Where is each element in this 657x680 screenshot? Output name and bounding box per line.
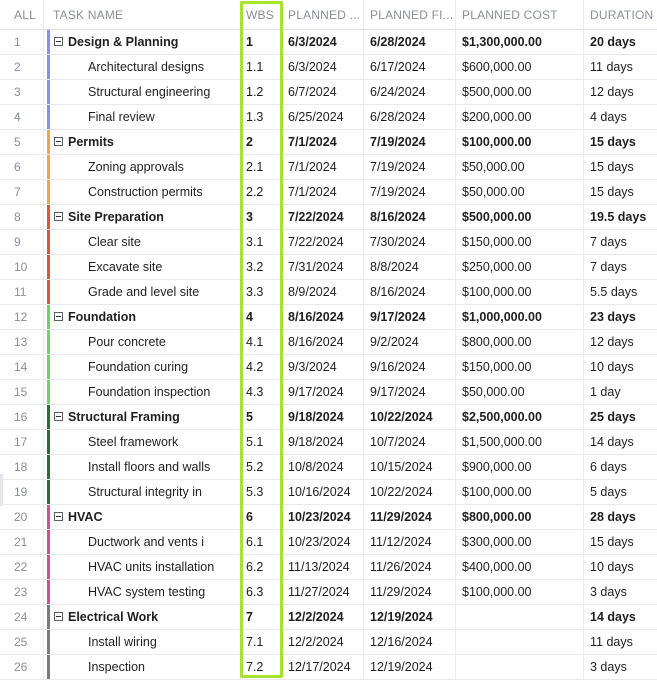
planned-finish-cell[interactable]: 7/19/2024 xyxy=(364,130,456,154)
planned-finish-cell[interactable]: 9/2/2024 xyxy=(364,330,456,354)
planned-start-cell[interactable]: 7/22/2024 xyxy=(282,205,364,229)
row-number[interactable]: 9 xyxy=(0,230,44,254)
table-row[interactable] xyxy=(0,280,657,305)
planned-start-cell[interactable]: 6/25/2024 xyxy=(282,105,364,129)
planned-cost-cell[interactable]: $50,000.00 xyxy=(456,180,584,204)
task-name: Electrical Work xyxy=(68,610,159,624)
task-name-cell[interactable] xyxy=(44,130,241,154)
row-number[interactable]: 15 xyxy=(0,380,44,404)
planned-start-cell[interactable]: 8/16/2024 xyxy=(282,330,364,354)
planned-finish-cell[interactable]: 11/12/2024 xyxy=(364,530,456,554)
task-color-bar xyxy=(47,205,50,229)
row-number[interactable]: 22 xyxy=(0,555,44,579)
planned-finish-cell[interactable]: 10/22/2024 xyxy=(364,405,456,429)
wbs-cell[interactable]: 1 xyxy=(241,30,282,54)
wbs-cell[interactable]: 4.1 xyxy=(241,330,282,354)
duration-cell[interactable]: 11 days xyxy=(590,60,633,74)
task-color-bar xyxy=(47,305,50,329)
planned-cost-cell[interactable]: $100,000.00 xyxy=(456,130,584,154)
task-color-bar xyxy=(47,655,50,679)
collapse-toggle-icon[interactable] xyxy=(54,312,63,321)
planned-start-cell[interactable]: 9/18/2024 xyxy=(282,430,364,454)
wbs-cell[interactable]: 4.2 xyxy=(241,355,282,379)
task-name-cell[interactable] xyxy=(44,405,241,429)
task-name-cell[interactable] xyxy=(44,55,241,79)
task-name: HVAC xyxy=(68,510,103,524)
row-number[interactable]: 6 xyxy=(0,155,44,179)
task-name-cell[interactable] xyxy=(44,205,241,229)
table-row[interactable] xyxy=(0,405,657,430)
table-row[interactable] xyxy=(0,55,657,80)
task-color-bar xyxy=(47,280,50,304)
row-number[interactable]: 21 xyxy=(0,530,44,554)
planned-cost-cell[interactable]: $150,000.00 xyxy=(456,230,584,254)
row-number[interactable]: 5 xyxy=(0,130,44,154)
table-row[interactable] xyxy=(0,105,657,130)
row-number[interactable]: 18 xyxy=(0,455,44,479)
planned-start-cell[interactable]: 6/7/2024 xyxy=(282,80,364,104)
task-name-cell[interactable] xyxy=(44,580,241,604)
row-number[interactable]: 4 xyxy=(0,105,44,129)
table-row[interactable] xyxy=(0,655,657,680)
duration-cell[interactable]: 15 days xyxy=(590,160,634,174)
task-name: Ductwork and vents i xyxy=(88,535,205,549)
wbs-cell[interactable]: 5.1 xyxy=(241,430,282,454)
header-all[interactable]: ALL xyxy=(0,0,44,29)
planned-finish-cell[interactable]: 8/16/2024 xyxy=(364,280,456,304)
planned-finish-cell[interactable]: 7/30/2024 xyxy=(364,230,456,254)
planned-start-cell[interactable]: 9/17/2024 xyxy=(282,380,364,404)
header-wbs[interactable]: WBS xyxy=(241,0,282,29)
wbs-cell[interactable]: 4 xyxy=(241,305,282,329)
planned-finish-cell[interactable]: 7/19/2024 xyxy=(364,155,456,179)
wbs-cell[interactable]: 6.3 xyxy=(241,580,282,604)
task-name: Foundation curing xyxy=(88,360,189,374)
task-name-cell[interactable] xyxy=(44,230,241,254)
planned-cost-cell[interactable] xyxy=(456,605,584,629)
task-color-bar xyxy=(47,155,50,179)
task-color-bar xyxy=(47,180,50,204)
duration-cell[interactable]: 23 days xyxy=(590,310,636,324)
planned-start-cell[interactable]: 7/22/2024 xyxy=(282,230,364,254)
planned-cost-cell[interactable]: $500,000.00 xyxy=(456,205,584,229)
row-number[interactable]: 12 xyxy=(0,305,44,329)
planned-cost-cell[interactable]: $300,000.00 xyxy=(456,530,584,554)
task-color-bar xyxy=(47,80,50,104)
planned-finish-cell[interactable]: 6/24/2024 xyxy=(364,80,456,104)
planned-finish-cell[interactable]: 12/19/2024 xyxy=(364,655,456,679)
collapse-toggle-icon[interactable] xyxy=(54,37,63,46)
planned-finish-cell[interactable]: 6/28/2024 xyxy=(364,105,456,129)
table-row[interactable] xyxy=(0,505,657,530)
table-row[interactable] xyxy=(0,555,657,580)
task-name-cell[interactable] xyxy=(44,155,241,179)
table-row[interactable] xyxy=(0,180,657,205)
task-name: Final review xyxy=(88,110,155,124)
wbs-cell[interactable]: 5.3 xyxy=(241,480,282,504)
planned-cost-cell[interactable]: $50,000.00 xyxy=(456,380,584,404)
table-row[interactable] xyxy=(0,205,657,230)
duration-cell[interactable]: 15 days xyxy=(590,185,634,199)
duration-cell[interactable]: 4 days xyxy=(590,110,627,124)
planned-cost-cell[interactable]: $2,500,000.00 xyxy=(456,405,584,429)
row-number[interactable]: 8 xyxy=(0,205,44,229)
planned-start-cell[interactable]: 7/1/2024 xyxy=(282,180,364,204)
planned-start-cell[interactable]: 11/13/2024 xyxy=(282,555,364,579)
task-name: Foundation inspection xyxy=(88,385,211,399)
task-color-bar xyxy=(47,430,50,454)
header-duration[interactable]: DURATION xyxy=(590,8,654,22)
duration-cell[interactable]: 12 days xyxy=(590,335,634,349)
task-color-bar xyxy=(47,55,50,79)
task-color-bar xyxy=(47,605,50,629)
task-name: Structural engineering xyxy=(88,85,211,99)
row-number[interactable]: 23 xyxy=(0,580,44,604)
task-name: Structural integrity in xyxy=(88,485,202,499)
task-name-cell[interactable] xyxy=(44,355,241,379)
planned-cost-cell[interactable]: $250,000.00 xyxy=(456,255,584,279)
table-row[interactable] xyxy=(0,255,657,280)
task-name: Grade and level site xyxy=(88,285,200,299)
task-name-cell[interactable] xyxy=(44,555,241,579)
task-name: Construction permits xyxy=(88,185,203,199)
table-row[interactable] xyxy=(0,480,657,505)
duration-cell[interactable]: 7 days xyxy=(590,260,627,274)
duration-cell[interactable]: 5.5 days xyxy=(590,285,638,299)
task-name: HVAC system testing xyxy=(88,585,206,599)
planned-cost-cell[interactable]: $500,000.00 xyxy=(456,80,584,104)
planned-start-cell[interactable]: 8/16/2024 xyxy=(282,305,364,329)
task-color-bar xyxy=(47,505,50,529)
planned-cost-cell[interactable]: $200,000.00 xyxy=(456,105,584,129)
task-name-cell[interactable] xyxy=(44,330,241,354)
table-row[interactable] xyxy=(0,130,657,155)
task-name: Inspection xyxy=(88,660,145,674)
task-name-cell[interactable] xyxy=(44,430,241,454)
row-number[interactable]: 25 xyxy=(0,630,44,654)
task-name-cell[interactable] xyxy=(44,655,241,679)
duration-cell[interactable]: 1 day xyxy=(590,385,621,399)
planned-start-cell[interactable]: 7/31/2024 xyxy=(282,255,364,279)
row-number[interactable]: 14 xyxy=(0,355,44,379)
planned-start-cell[interactable]: 12/2/2024 xyxy=(282,630,364,654)
table-row[interactable] xyxy=(0,380,657,405)
task-name-cell[interactable] xyxy=(44,180,241,204)
task-name: Pour concrete xyxy=(88,335,166,349)
wbs-cell[interactable]: 5.2 xyxy=(241,455,282,479)
duration-cell[interactable]: 25 days xyxy=(590,410,636,424)
row-number[interactable]: 2 xyxy=(0,55,44,79)
table-row[interactable] xyxy=(0,230,657,255)
task-name-cell[interactable] xyxy=(44,480,241,504)
planned-start-cell[interactable]: 6/3/2024 xyxy=(282,55,364,79)
planned-start-cell[interactable]: 10/23/2024 xyxy=(282,505,364,529)
planned-start-cell[interactable]: 10/16/2024 xyxy=(282,480,364,504)
planned-start-cell[interactable]: 9/18/2024 xyxy=(282,405,364,429)
task-color-bar xyxy=(47,580,50,604)
wbs-cell[interactable]: 6.1 xyxy=(241,530,282,554)
planned-finish-cell[interactable]: 8/8/2024 xyxy=(364,255,456,279)
planned-finish-cell[interactable]: 10/22/2024 xyxy=(364,480,456,504)
header-planned-cost[interactable]: PLANNED COST xyxy=(456,0,584,29)
task-name: HVAC units installation xyxy=(88,560,215,574)
planned-cost-cell[interactable]: $100,000.00 xyxy=(456,280,584,304)
task-name-cell[interactable] xyxy=(44,605,241,629)
wbs-cell[interactable]: 2.2 xyxy=(241,180,282,204)
planned-cost-cell[interactable]: $600,000.00 xyxy=(456,55,584,79)
header-planned-finish[interactable]: PLANNED FI... xyxy=(364,0,456,29)
task-color-bar xyxy=(47,230,50,254)
planned-finish-cell[interactable]: 9/17/2024 xyxy=(364,305,456,329)
task-name-cell[interactable] xyxy=(44,80,241,104)
row-number[interactable]: 1 xyxy=(0,30,44,54)
duration-cell[interactable]: 14 days xyxy=(590,610,636,624)
task-color-bar xyxy=(47,555,50,579)
planned-start-cell[interactable]: 7/1/2024 xyxy=(282,155,364,179)
task-color-bar xyxy=(47,355,50,379)
task-name-cell[interactable] xyxy=(44,280,241,304)
wbs-cell[interactable]: 3.3 xyxy=(241,280,282,304)
task-name-cell[interactable] xyxy=(44,505,241,529)
planned-cost-cell[interactable]: $1,000,000.00 xyxy=(456,305,584,329)
planned-start-cell[interactable]: 12/17/2024 xyxy=(282,655,364,679)
task-color-bar xyxy=(47,455,50,479)
duration-cell[interactable]: 15 days xyxy=(590,535,634,549)
task-color-bar xyxy=(47,30,50,54)
wbs-cell[interactable]: 1.2 xyxy=(241,80,282,104)
collapse-toggle-icon[interactable] xyxy=(54,612,63,621)
row-number[interactable]: 24 xyxy=(0,605,44,629)
planned-cost-cell[interactable]: $900,000.00 xyxy=(456,455,584,479)
duration-cell[interactable]: 3 days xyxy=(590,660,627,674)
planned-finish-cell[interactable]: 8/16/2024 xyxy=(364,205,456,229)
wbs-cell[interactable]: 7.1 xyxy=(241,630,282,654)
duration-cell[interactable]: 28 days xyxy=(590,510,636,524)
row-number[interactable]: 11 xyxy=(0,280,44,304)
planned-finish-cell[interactable]: 6/28/2024 xyxy=(364,30,456,54)
wbs-cell[interactable]: 1.3 xyxy=(241,105,282,129)
duration-cell[interactable]: 19.5 days xyxy=(590,210,647,224)
duration-cell[interactable]: 5 days xyxy=(590,485,627,499)
header-row xyxy=(0,0,657,30)
task-color-bar xyxy=(47,480,50,504)
task-name-cell[interactable] xyxy=(44,455,241,479)
table-row[interactable] xyxy=(0,30,657,55)
wbs-cell[interactable]: 3.2 xyxy=(241,255,282,279)
task-name-cell[interactable] xyxy=(44,255,241,279)
planned-cost-cell[interactable]: $800,000.00 xyxy=(456,330,584,354)
collapse-toggle-icon[interactable] xyxy=(54,512,63,521)
task-color-bar xyxy=(47,630,50,654)
task-name: Structural Framing xyxy=(68,410,180,424)
duration-cell[interactable]: 10 days xyxy=(590,360,634,374)
wbs-cell[interactable]: 6.2 xyxy=(241,555,282,579)
planned-start-cell[interactable]: 9/3/2024 xyxy=(282,355,364,379)
duration-cell[interactable]: 3 days xyxy=(590,585,627,599)
table-row[interactable] xyxy=(0,430,657,455)
planned-start-cell[interactable]: 6/3/2024 xyxy=(282,30,364,54)
planned-finish-cell[interactable]: 9/17/2024 xyxy=(364,380,456,404)
planned-cost-cell[interactable]: $800,000.00 xyxy=(456,505,584,529)
task-color-bar xyxy=(47,255,50,279)
row-number[interactable]: 7 xyxy=(0,180,44,204)
row-number[interactable]: 20 xyxy=(0,505,44,529)
planned-start-cell[interactable]: 10/8/2024 xyxy=(282,455,364,479)
planned-finish-cell[interactable]: 7/19/2024 xyxy=(364,180,456,204)
task-name: Steel framework xyxy=(88,435,179,449)
table-row[interactable] xyxy=(0,305,657,330)
table-row[interactable] xyxy=(0,580,657,605)
planned-cost-cell[interactable]: $100,000.00 xyxy=(456,480,584,504)
wbs-cell[interactable]: 3 xyxy=(241,205,282,229)
row-number[interactable]: 13 xyxy=(0,330,44,354)
planned-cost-cell[interactable]: $100,000.00 xyxy=(456,580,584,604)
task-name-cell[interactable] xyxy=(44,530,241,554)
planned-start-cell[interactable]: 10/23/2024 xyxy=(282,530,364,554)
planned-cost-cell[interactable]: $1,300,000.00 xyxy=(456,30,584,54)
table-row[interactable] xyxy=(0,80,657,105)
duration-cell[interactable]: 7 days xyxy=(590,235,627,249)
wbs-cell[interactable]: 2 xyxy=(241,130,282,154)
task-name: Install wiring xyxy=(88,635,157,649)
task-name-cell[interactable] xyxy=(44,305,241,329)
planned-cost-cell[interactable]: $1,500,000.00 xyxy=(456,430,584,454)
scrollbar-thumb[interactable] xyxy=(0,474,3,506)
task-name-cell[interactable] xyxy=(44,630,241,654)
table-row[interactable] xyxy=(0,155,657,180)
wbs-cell[interactable]: 2.1 xyxy=(241,155,282,179)
collapse-toggle-icon[interactable] xyxy=(54,412,63,421)
planned-finish-cell[interactable]: 11/29/2024 xyxy=(364,505,456,529)
header-planned-start[interactable]: PLANNED ... xyxy=(282,0,364,29)
planned-finish-cell[interactable]: 6/17/2024 xyxy=(364,55,456,79)
task-name: Architectural designs xyxy=(88,60,205,74)
row-number[interactable]: 19 xyxy=(0,480,44,504)
task-name: Design & Planning xyxy=(68,35,179,49)
task-name: Clear site xyxy=(88,235,141,249)
row-number[interactable]: 10 xyxy=(0,255,44,279)
table-row[interactable] xyxy=(0,530,657,555)
header-task-name[interactable]: TASK NAME xyxy=(44,0,241,29)
planned-cost-cell[interactable]: $150,000.00 xyxy=(456,355,584,379)
wbs-cell[interactable]: 5 xyxy=(241,405,282,429)
wbs-cell[interactable]: 6 xyxy=(241,505,282,529)
planned-start-cell[interactable]: 12/2/2024 xyxy=(282,605,364,629)
row-number[interactable]: 17 xyxy=(0,430,44,454)
planned-cost-cell[interactable]: $50,000.00 xyxy=(456,155,584,179)
task-name: Install floors and walls xyxy=(88,460,211,474)
planned-finish-cell[interactable]: 11/26/2024 xyxy=(364,555,456,579)
task-name-cell[interactable] xyxy=(44,380,241,404)
task-color-bar xyxy=(47,530,50,554)
duration-cell[interactable]: 10 days xyxy=(590,560,634,574)
duration-cell[interactable]: 15 days xyxy=(590,135,636,149)
duration-cell[interactable]: 14 days xyxy=(590,435,634,449)
table-row[interactable] xyxy=(0,630,657,655)
planned-finish-cell[interactable]: 11/29/2024 xyxy=(364,580,456,604)
duration-cell[interactable]: 12 days xyxy=(590,85,634,99)
row-number[interactable]: 3 xyxy=(0,80,44,104)
collapse-toggle-icon[interactable] xyxy=(54,212,63,221)
planned-start-cell[interactable]: 11/27/2024 xyxy=(282,580,364,604)
planned-cost-cell[interactable]: $400,000.00 xyxy=(456,555,584,579)
duration-cell[interactable]: 11 days xyxy=(590,635,633,649)
task-color-bar xyxy=(47,105,50,129)
row-number[interactable]: 16 xyxy=(0,405,44,429)
table-row[interactable] xyxy=(0,330,657,355)
planned-finish-cell[interactable]: 9/16/2024 xyxy=(364,355,456,379)
planned-cost-cell[interactable] xyxy=(456,630,584,654)
task-color-bar xyxy=(47,330,50,354)
wbs-cell[interactable]: 4.3 xyxy=(241,380,282,404)
task-name: Excavate site xyxy=(88,260,163,274)
wbs-cell[interactable]: 1.1 xyxy=(241,55,282,79)
task-color-bar xyxy=(47,130,50,154)
table-row[interactable] xyxy=(0,455,657,480)
task-name-cell[interactable] xyxy=(44,30,241,54)
table-row[interactable] xyxy=(0,355,657,380)
duration-cell[interactable]: 6 days xyxy=(590,460,627,474)
task-name-cell[interactable] xyxy=(44,105,241,129)
wbs-cell[interactable]: 3.1 xyxy=(241,230,282,254)
wbs-cell[interactable]: 7 xyxy=(241,605,282,629)
task-name: Site Preparation xyxy=(68,210,164,224)
row-number[interactable]: 26 xyxy=(0,655,44,679)
task-color-bar xyxy=(47,380,50,404)
task-name: Foundation xyxy=(68,310,137,324)
planned-finish-cell[interactable]: 10/15/2024 xyxy=(364,455,456,479)
wbs-cell[interactable]: 7.2 xyxy=(241,655,282,679)
planned-cost-cell[interactable] xyxy=(456,655,584,679)
collapse-toggle-icon[interactable] xyxy=(54,137,63,146)
table-row[interactable] xyxy=(0,605,657,630)
task-name: Permits xyxy=(68,135,114,149)
planned-start-cell[interactable]: 7/1/2024 xyxy=(282,130,364,154)
planned-finish-cell[interactable]: 10/7/2024 xyxy=(364,430,456,454)
duration-cell[interactable]: 20 days xyxy=(590,35,636,49)
task-name: Zoning approvals xyxy=(88,160,184,174)
planned-finish-cell[interactable]: 12/16/2024 xyxy=(364,630,456,654)
planned-start-cell[interactable]: 8/9/2024 xyxy=(282,280,364,304)
task-color-bar xyxy=(47,405,50,429)
planned-finish-cell[interactable]: 12/19/2024 xyxy=(364,605,456,629)
